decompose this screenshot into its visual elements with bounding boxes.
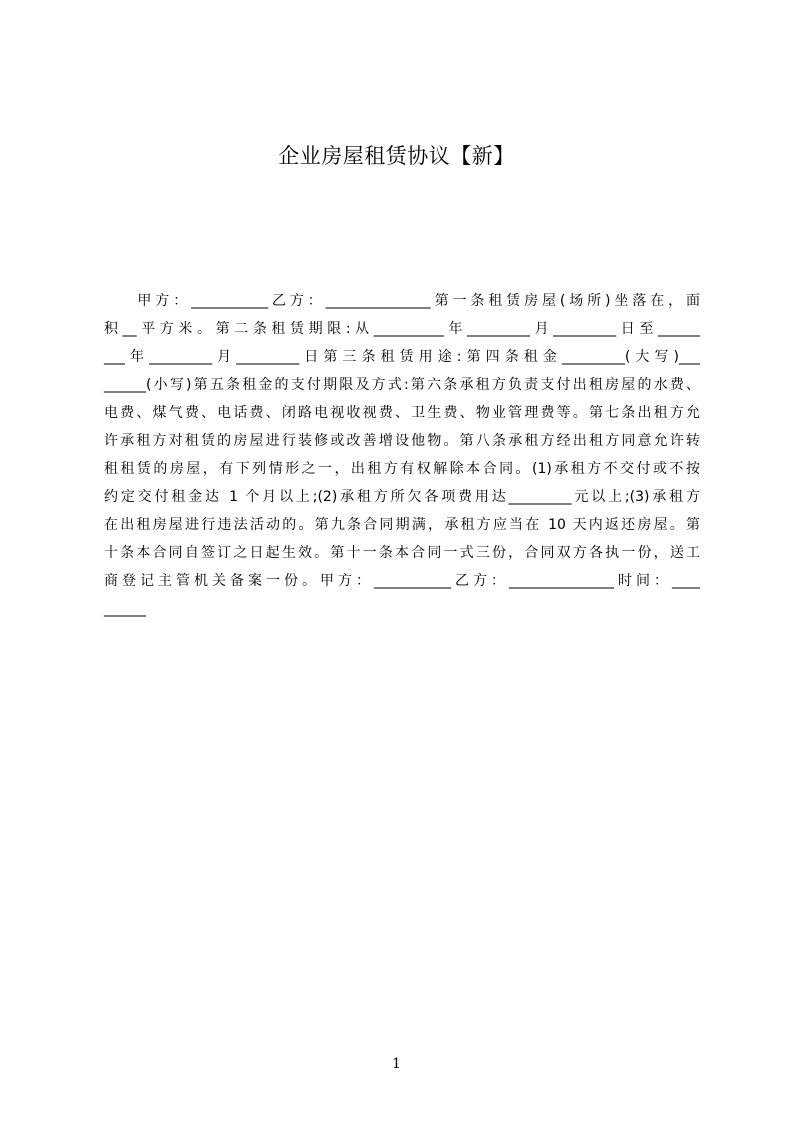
document-title: 企业房屋租赁协议【新】 bbox=[278, 144, 515, 168]
body-line: ______ bbox=[104, 601, 146, 617]
body-line: 约定交付租金达 1 个月以上;(2)承租方所欠各项费用达_________元以上;(3)承租方 bbox=[104, 489, 700, 505]
body-line: 电费、煤气费、电话费、闭路电视收视费、卫生费、物业管理费等。第七条出租方允 bbox=[104, 405, 700, 421]
body-line: ___年_________月_________日第三条租赁用途:第四条租金_________(大写)___ bbox=[104, 349, 700, 365]
body-line: 十条本合同自签订之日起生效。第十一条本合同一式三份，合同双方各执一份，送工 bbox=[104, 545, 700, 561]
body-line: 许承租方对租赁的房屋进行装修或改善增设他物。第八条承租方经出租方同意允许转 bbox=[104, 433, 700, 449]
body-line: 甲方：___________乙方：_______________第一条租赁房屋(场所)坐落在，面 bbox=[104, 293, 700, 309]
body-line: 积__平方米。第二条租赁期限:从__________年_________月_________日至______ bbox=[104, 321, 700, 337]
document-body bbox=[104, 287, 700, 623]
page-number: 1 bbox=[392, 1056, 401, 1072]
body-line: 租租赁的房屋，有下列情形之一，出租方有权解除本合同。(1)承租方不交付或不按 bbox=[104, 461, 700, 477]
body-line: 在出租房屋进行违法活动的。第九条合同期满，承租方应当在 10 天内返还房屋。第 bbox=[104, 517, 700, 533]
body-line: 商登记主管机关备案一份。甲方：___________乙方：_______________时间：____ bbox=[104, 573, 700, 589]
body-line: ______(小写)第五条租金的支付期限及方式:第六条承租方负责支付出租房屋的水费、 bbox=[104, 377, 700, 393]
